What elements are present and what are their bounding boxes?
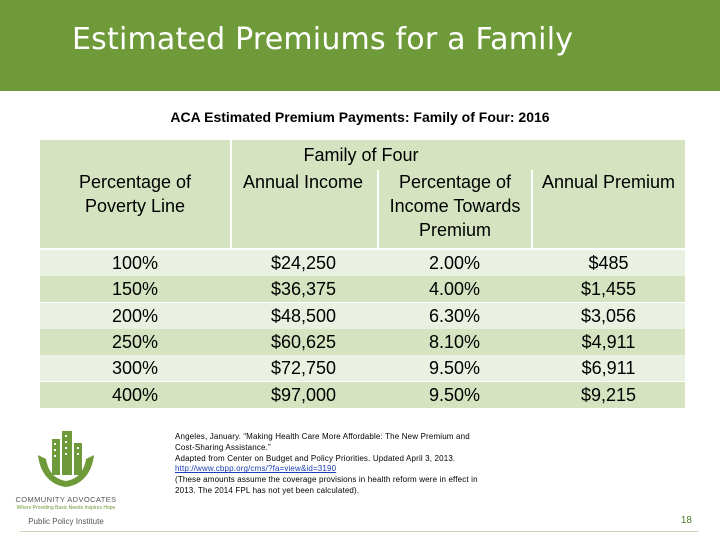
footer-rule bbox=[20, 531, 698, 532]
header-poverty-line-1: Percentage of bbox=[78, 172, 192, 192]
table-row bbox=[40, 303, 685, 329]
header-percent-income-1: Percentage of bbox=[398, 172, 512, 192]
table-row bbox=[40, 355, 685, 381]
header-poverty-line bbox=[40, 170, 230, 218]
cell-poverty-line: 100% bbox=[111, 253, 159, 273]
header-annual-premium: Annual Premium bbox=[541, 172, 676, 192]
logo-subtitle: Public Policy Institute bbox=[28, 517, 104, 526]
cell-annual-premium: $6,911 bbox=[581, 358, 636, 379]
cell-poverty-line: 200% bbox=[111, 305, 159, 326]
cell-percent-income: 6.30% bbox=[428, 305, 481, 326]
slide-title: Estimated Premiums for a Family bbox=[72, 22, 574, 57]
cell-percent-income: 8.10% bbox=[428, 331, 481, 352]
header-percent-income-2: Income Towards bbox=[389, 196, 521, 216]
source-notes bbox=[175, 432, 520, 497]
source-link[interactable]: http://www.cbpp.org/cms/?fa=view&id=3190 bbox=[175, 464, 337, 474]
cell-annual-income: $36,375 bbox=[270, 279, 337, 300]
cell-annual-income: $60,625 bbox=[270, 331, 337, 352]
note-line: (These amounts assume the coverage provisions in health reform were in effect in bbox=[175, 475, 478, 485]
table-row bbox=[40, 382, 685, 408]
title-bar bbox=[0, 0, 720, 91]
group-header-family: Family of Four bbox=[303, 145, 419, 165]
logo-hands-buildings-icon bbox=[8, 425, 124, 495]
cell-percent-income: 9.50% bbox=[428, 384, 481, 405]
cell-poverty-line: 300% bbox=[111, 358, 159, 379]
page-number: 18 bbox=[680, 515, 692, 526]
note-line: Angeles, January. “Making Health Care More Affordable: The New Premium and bbox=[175, 432, 470, 441]
header-percent-income bbox=[378, 170, 532, 242]
cell-annual-income: $48,500 bbox=[270, 305, 337, 326]
logo-tagline: Where Providing Basic Needs Inspires Hope bbox=[16, 505, 116, 511]
note-line: 2013. The 2014 FPL has not yet been calculated). bbox=[175, 485, 360, 495]
table-row bbox=[40, 250, 685, 276]
cell-annual-premium: $3,056 bbox=[580, 305, 637, 326]
cell-annual-premium: $485 bbox=[588, 253, 629, 273]
header-percent-income-3: Premium bbox=[418, 220, 491, 240]
cell-poverty-line: 400% bbox=[111, 384, 159, 405]
cell-annual-income: $72,750 bbox=[270, 358, 337, 379]
cell-percent-income: 9.50% bbox=[428, 358, 481, 379]
table-row bbox=[40, 329, 685, 355]
header-annual-income: Annual Income bbox=[242, 172, 364, 192]
logo-name: COMMUNITY ADVOCATES bbox=[15, 495, 117, 504]
cell-poverty-line: 150% bbox=[111, 279, 159, 300]
cell-annual-premium: $9,215 bbox=[580, 384, 637, 405]
note-line: Adapted from Center on Budget and Policy Priorities. Updated April 3, 2013. bbox=[175, 453, 456, 463]
table-header bbox=[40, 140, 685, 248]
cell-annual-premium: $4,911 bbox=[581, 331, 636, 352]
community-advocates-logo bbox=[8, 425, 124, 533]
table-row bbox=[40, 276, 685, 302]
cell-percent-income: 2.00% bbox=[428, 253, 481, 273]
cell-annual-premium: $1,455 bbox=[580, 279, 637, 300]
cell-annual-income: $97,000 bbox=[270, 384, 337, 405]
table-caption: ACA Estimated Premium Payments: Family of Four: 2016 bbox=[170, 109, 550, 125]
header-poverty-line-2: Poverty Line bbox=[84, 196, 186, 216]
cell-percent-income: 4.00% bbox=[428, 279, 481, 300]
cell-annual-income: $24,250 bbox=[270, 253, 337, 273]
note-line: Cost-Sharing Assistance.” bbox=[175, 442, 271, 452]
cell-poverty-line: 250% bbox=[111, 331, 159, 352]
